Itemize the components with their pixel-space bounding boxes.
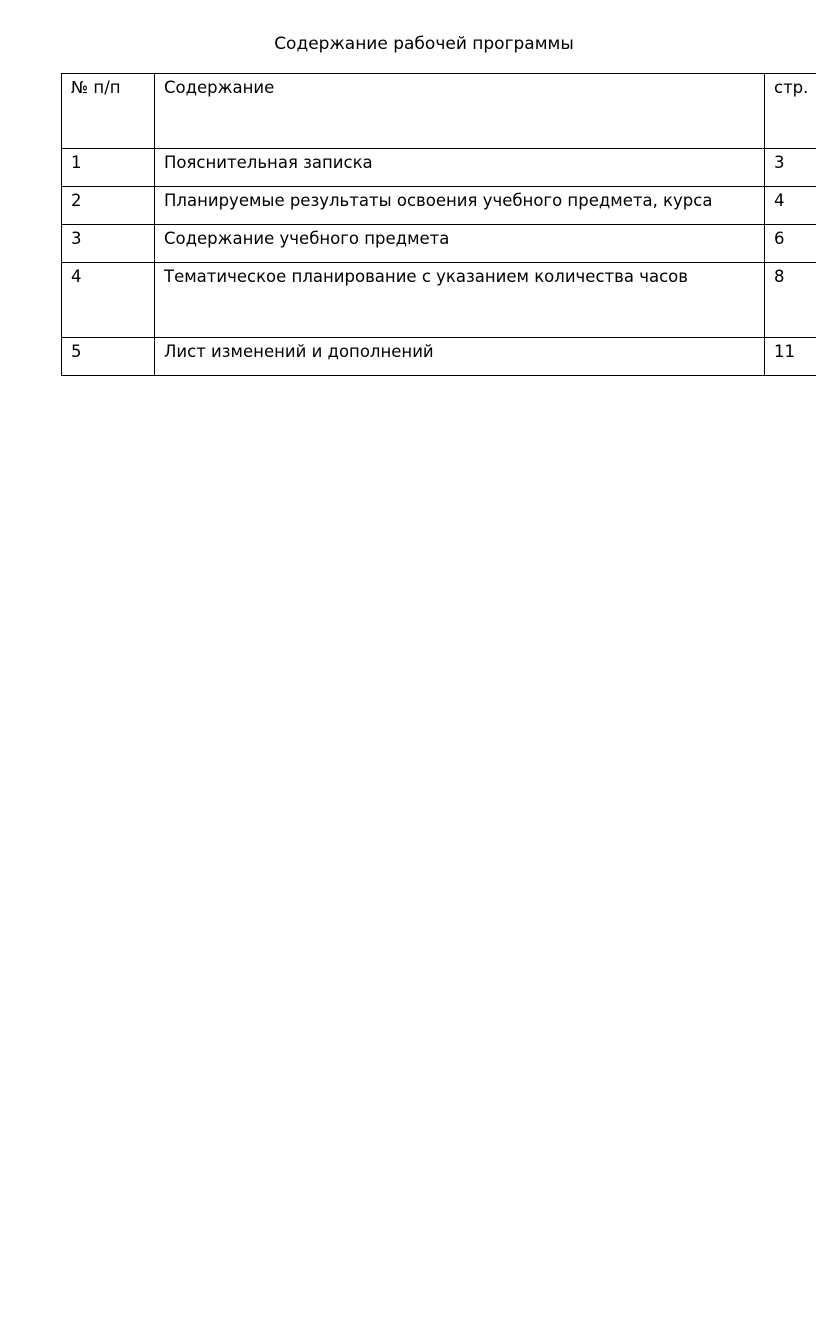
row-title: Тематическое планирование с указанием количества часов bbox=[155, 263, 765, 338]
header-page: стр. bbox=[765, 74, 816, 149]
row-page: 3 bbox=[765, 149, 816, 187]
row-number: 2 bbox=[62, 187, 155, 225]
row-title: Содержание учебного предмета bbox=[155, 225, 765, 263]
table-header-row bbox=[62, 74, 816, 149]
row-page: 8 bbox=[765, 263, 816, 338]
row-number: 3 bbox=[62, 225, 155, 263]
row-number: 1 bbox=[62, 149, 155, 187]
row-title: Пояснительная записка bbox=[155, 149, 765, 187]
row-number: 4 bbox=[62, 263, 155, 338]
row-page: 6 bbox=[765, 225, 816, 263]
row-page: 11 bbox=[765, 338, 816, 376]
row-title: Лист изменений и дополнений bbox=[155, 338, 765, 376]
table-row bbox=[62, 225, 816, 263]
row-page: 4 bbox=[765, 187, 816, 225]
table-row bbox=[62, 187, 816, 225]
row-title: Планируемые результаты освоения учебного предмета, курса bbox=[155, 187, 765, 225]
table-row bbox=[62, 338, 816, 376]
header-number: № п/п bbox=[62, 74, 155, 149]
table-row bbox=[62, 263, 816, 338]
page-title: Содержание рабочей программы bbox=[274, 34, 574, 54]
table-row bbox=[62, 149, 816, 187]
row-number: 5 bbox=[62, 338, 155, 376]
header-contents: Содержание bbox=[155, 74, 765, 149]
table-of-contents bbox=[61, 73, 816, 376]
